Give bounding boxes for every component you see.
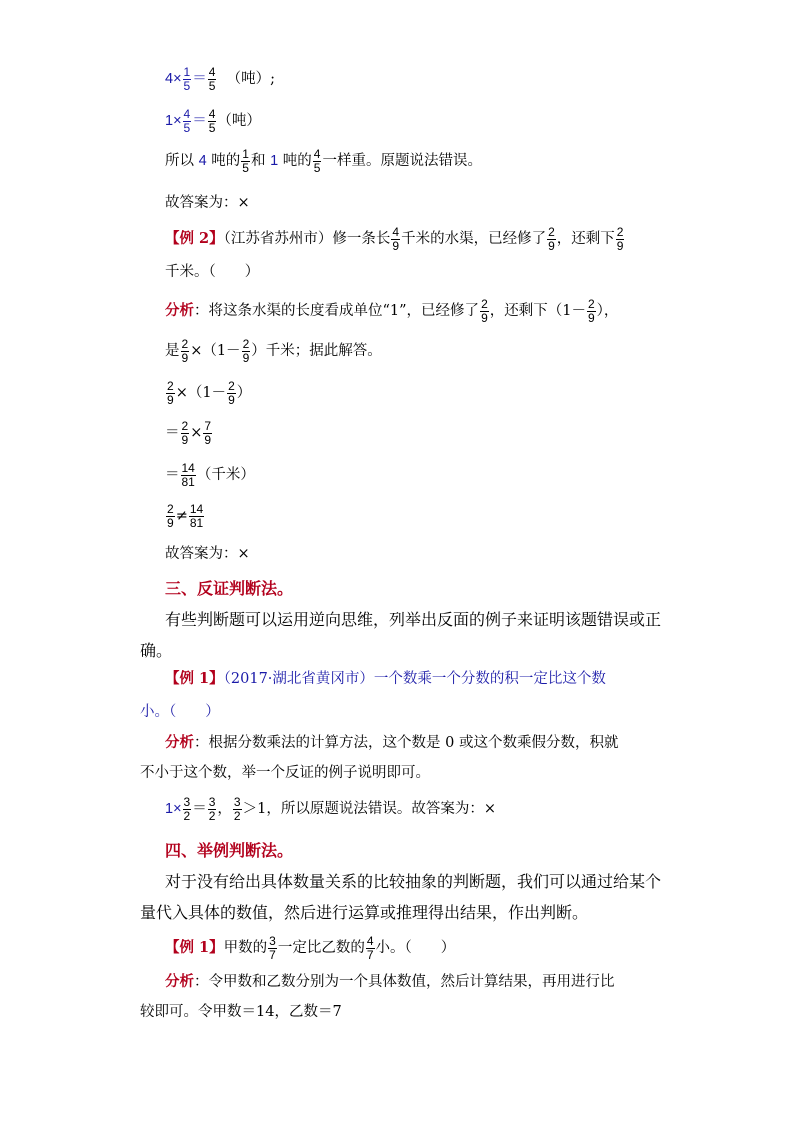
fraction: $\frac{4}{9}$ (392, 225, 400, 253)
fraction: $\frac{2}{9}$ (587, 297, 595, 325)
example-1-question-cont: 小。（ ） (140, 704, 220, 720)
example-1-question: 【例 1】甲数的 $\frac{3}{7}$ 一定比乙数的 $\frac{4}{7}$ 小。（ ） (165, 934, 456, 962)
fraction: $\frac{3}{2}$ (183, 795, 191, 823)
example-tag: 【例 2】 (165, 230, 224, 248)
fraction: $\frac{4}{5}$ (208, 107, 216, 135)
analysis-line-1: 分析：将这条水渠的长度看成单位“1”，已经修了 $\frac{2}{9}$ ，还剩下（1－ $\frac{2}{9}$ ）， (165, 297, 619, 325)
example-tag: 【例 1】 (165, 670, 224, 687)
analysis-label: 分析 (165, 973, 194, 990)
analysis-label: 分析 (165, 302, 194, 320)
fraction: $\frac{14}{81}$ (189, 502, 204, 530)
fraction: $\frac{4}{5}$ (208, 65, 216, 93)
fraction: $\frac{3}{2}$ (208, 795, 216, 823)
fraction: $\frac{1}{5}$ (183, 65, 191, 93)
analysis-line-2: 不小于这个数，举一个反证的例子说明即可。 (140, 765, 430, 781)
fraction: $\frac{2}{9}$ (167, 502, 174, 530)
answer-line: 故答案为：× (165, 546, 250, 562)
fraction: $\frac{2}{9}$ (167, 379, 174, 407)
solution-line: 1× $\frac{3}{2}$ ＝ $\frac{3}{2}$ ， $\frac{3}{2}$ ＞1，所以原题说法错误。故答案为：× (165, 795, 496, 823)
analysis-line-1: 分析：令甲数和乙数分别为一个具体数值，然后计算结果，再用进行比 (165, 973, 615, 990)
fraction: $\frac{4}{7}$ (366, 934, 374, 962)
fraction: $\frac{14}{81}$ (181, 461, 195, 489)
section-4-heading: 四、举例判断法。 (165, 841, 294, 860)
example-2-question: 【例 2】（江苏省苏州市）修一条长 $\frac{4}{9}$ 千米的水渠，已经修了 $\frac{2}{9}$ ，还剩下 $\frac{2}{9}$ (165, 225, 624, 253)
fraction: $\frac{4}{5}$ (313, 147, 321, 175)
fraction: $\frac{4}{5}$ (183, 107, 191, 135)
section-4-paragraph: 对于没有给出具体数量关系的比较抽象的判断题，我们可以通过给某个 (165, 872, 662, 891)
analysis-line-2: 是 $\frac{2}{9}$ ×（1－ $\frac{2}{9}$ ）千米；据此解答。 (165, 337, 382, 365)
fraction: $\frac{2}{9}$ (481, 297, 488, 325)
fraction: $\frac{2}{9}$ (181, 419, 189, 447)
solution-step-2: ＝ $\frac{2}{9}$ × $\frac{7}{9}$ (165, 419, 212, 447)
example-tag: 【例 1】 (165, 939, 224, 957)
fraction: $\frac{2}{9}$ (548, 225, 555, 253)
fraction: $\frac{3}{7}$ (269, 934, 276, 962)
fraction: $\frac{2}{9}$ (181, 337, 189, 365)
fraction: $\frac{2}{9}$ (242, 337, 250, 365)
calc-line-1: 4× $\frac{1}{5}$ ＝ $\frac{4}{5}$ （吨）; (165, 65, 276, 93)
section-4-paragraph-cont: 量代入具体的数值，然后进行运算或推理得出结果，作出判断。 (140, 903, 589, 922)
fraction: $\frac{2}{9}$ (616, 225, 624, 253)
calc-line-2: 1× $\frac{4}{5}$ ＝ $\frac{4}{5}$ （吨） (165, 107, 261, 135)
section-3-paragraph-cont: 确。 (140, 641, 173, 660)
analysis-label: 分析 (165, 734, 194, 751)
solution-step-1: $\frac{2}{9}$ ×（1－ $\frac{2}{9}$ ） (167, 379, 252, 407)
section-3-paragraph: 有些判断题可以运用逆向思维，列举出反面的例子来证明该题错误或正 (165, 610, 662, 629)
answer-line: 故答案为：× (165, 195, 250, 211)
example-2-question-cont: 千米。（ ） (165, 264, 260, 280)
analysis-line-1: 分析：根据分数乘法的计算方法，这个数是 0 或这个数乘假分数，积就 (165, 734, 619, 751)
solution-step-4: $\frac{2}{9}$ ≠ $\frac{14}{81}$ (167, 502, 204, 530)
fraction: $\frac{3}{2}$ (233, 795, 241, 823)
solution-step-3: ＝ $\frac{14}{81}$ （千米） (165, 461, 255, 489)
fraction: $\frac{7}{9}$ (204, 419, 212, 447)
example-1-question: 【例 1】（2017·湖北省黄冈市）一个数乘一个分数的积一定比这个数 (165, 670, 606, 687)
analysis-line-2: 较即可。令甲数＝14，乙数＝7 (140, 1004, 342, 1020)
conclusion-line: 所以 4 吨的 $\frac{1}{5}$ 和 1 吨的 $\frac{4}{5}$ 一样重。原题说法错误。 (165, 147, 482, 175)
fraction: $\frac{1}{5}$ (242, 147, 249, 175)
fraction: $\frac{2}{9}$ (228, 379, 235, 407)
section-3-heading: 三、反证判断法。 (165, 579, 294, 598)
